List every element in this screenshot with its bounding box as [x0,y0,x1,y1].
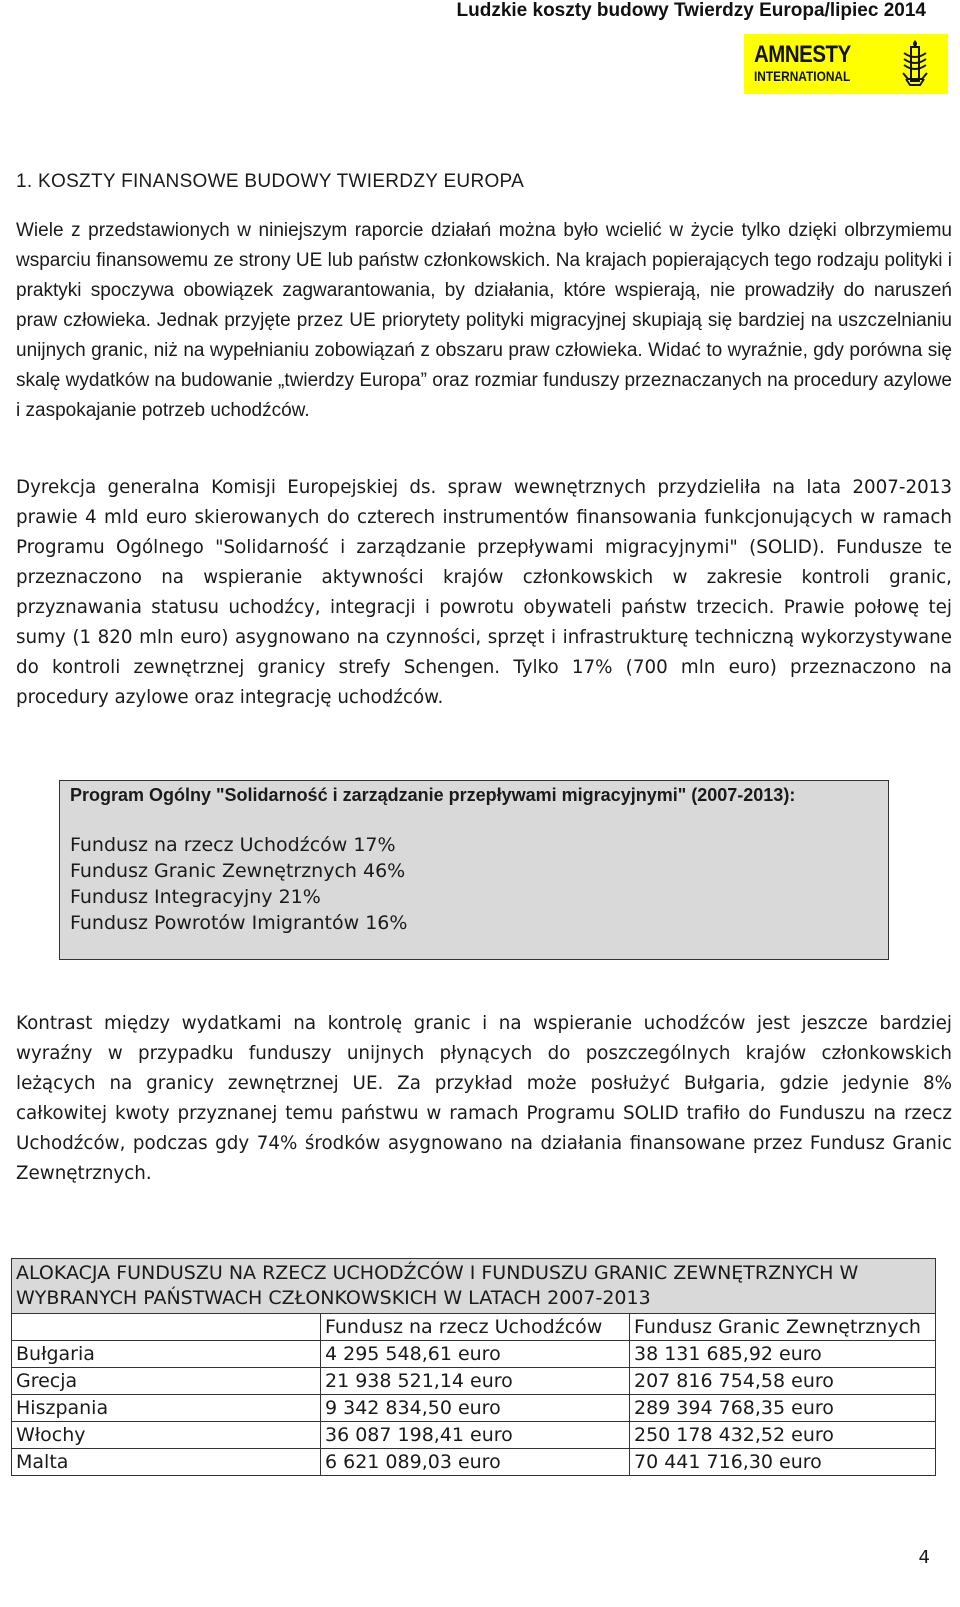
table-row [12,1395,936,1422]
box-item: Fundusz Integracyjny 21% [70,886,321,908]
border-fund-cell: 70 441 716,30 euro [630,1449,936,1476]
refugee-fund-cell: 4 295 548,61 euro [321,1341,630,1368]
allocation-table [11,1258,936,1476]
country-cell: Hiszpania [12,1395,321,1422]
country-cell: Włochy [12,1422,321,1449]
running-header: Ludzkie koszty budowy Twierdzy Europa/lipiec 2014 [456,0,926,21]
country-cell: Bułgaria [12,1341,321,1368]
table-header-cell: Fundusz na rzecz Uchodźców [321,1314,630,1341]
solid-program-box [59,780,889,960]
table-caption-row [12,1259,936,1314]
refugee-fund-cell: 6 621 089,03 euro [321,1449,630,1476]
country-cell: Malta [12,1449,321,1476]
country-cell: Grecja [12,1368,321,1395]
logo-line1: AMNESTY [754,41,851,68]
table-header-row [12,1314,936,1341]
border-fund-cell: 38 131 685,92 euro [630,1341,936,1368]
paragraph-contrast: Kontrast między wydatkami na kontrolę granic i na wspieranie uchodźców jest jeszcze bardziej wyraźny w przypadku funduszy unijnych płynących do poszczególnych krajów członkowskich leżących na granicy zewnętrznej UE. Za przykład może posłużyć Bułgaria, gdzie jedynie 8% całkowitej kwoty przyznanej temu państwu w ramach Programu SOLID trafiło do Funduszu na rzecz Uchodźców, podczas gdy 74% środków asygnowano na działania finansowane przez Fundusz Granic Zewnętrznych. [16,1013,952,1184]
border-fund-cell: 289 394 768,35 euro [630,1395,936,1422]
table-header-cell [12,1314,321,1341]
page-number: 4 [918,1547,930,1568]
table-caption: ALOKACJA FUNDUSZU NA RZECZ UCHODŹCÓW I FUNDUSZU GRANIC ZEWNĘTRZNYCH W WYBRANYCH PAŃSTWACH CZŁONKOWSKICH W LATACH 2007-2013 [12,1259,936,1314]
border-fund-cell: 207 816 754,58 euro [630,1368,936,1395]
box-title: Program Ogólny "Solidarność i zarządzanie przepływami migracyjnymi" (2007-2013): [70,785,796,805]
table-row [12,1341,936,1368]
table-header-cell: Fundusz Granic Zewnętrznych [630,1314,936,1341]
candle-icon [898,39,932,95]
table-row [12,1368,936,1395]
logo-line2: INTERNATIONAL [754,68,851,84]
refugee-fund-cell: 36 087 198,41 euro [321,1422,630,1449]
box-item: Fundusz Granic Zewnętrznych 46% [70,860,406,882]
border-fund-cell: 250 178 432,52 euro [630,1422,936,1449]
paragraph-intro: Wiele z przedstawionych w niniejszym raporcie działań można było wcielić w życie tylko dzięki olbrzymiemu wsparciu finansowemu ze strony UE lub państw członkowskich. Na krajach popierających tego rodzaju polityki i praktyki spoczywa obowiązek zagwarantowania, by działania, które wspierają, nie prowadziły do naruszeń praw człowieka. Jednak przyjęte przez UE priorytety polityki migracyjnej skupiają się bardziej na uszczelnianiu unijnych granic, niż na wypełnianiu zobowiązań z obszaru praw człowieka. Widać to wyraźnie, gdy porówna się skalę wydatków na budowanie „twierdzy Europa” oraz rozmiar funduszy przeznaczanych na procedury azylowe i zaspokajanie potrzeb uchodźców. [16,220,952,421]
table-row [12,1422,936,1449]
refugee-fund-cell: 21 938 521,14 euro [321,1368,630,1395]
refugee-fund-cell: 9 342 834,50 euro [321,1395,630,1422]
paragraph-dg-home: Dyrekcja generalna Komisji Europejskiej ds. spraw wewnętrznych przydzieliła na lata 2007-2013 prawie 4 mld euro skierowanych do czterech instrumentów finansowania funkcjonujących w ramach Programu Ogólnego "Solidarność i zarządzanie przepływami migracyjnymi" (SOLID). Fundusze te przeznaczono na wspieranie aktywności krajów członkowskich w zakresie kontroli granic, przyznawania statusu uchodźcy, integracji i powrotu obywateli państw trzecich. Prawie połowę tej sumy (1 820 mln euro) asygnowano na czynności, sprzęt i infrastrukturę techniczną wykorzystywane do kontroli zewnętrznej granicy strefy Schengen. Tylko 17% (700 mln euro) przeznaczono na procedury azylowe oraz integrację uchodźców. [16,477,952,708]
box-item: Fundusz na rzecz Uchodźców 17% [70,834,396,856]
box-item: Fundusz Powrotów Imigrantów 16% [70,912,408,934]
amnesty-logo [744,34,948,94]
table-row [12,1449,936,1476]
section-title: 1. KOSZTY FINANSOWE BUDOWY TWIERDZY EUROPA [16,171,525,192]
